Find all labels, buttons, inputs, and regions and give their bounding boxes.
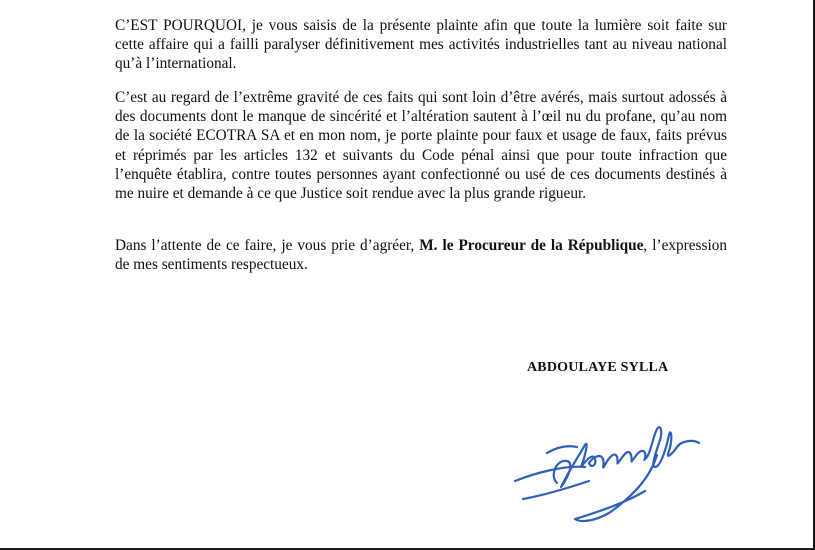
closing-text-start: Dans l’attente de ce faire, je vous prie d’agréer, (115, 237, 420, 254)
signature-stroke-letters (554, 427, 699, 487)
signer-name: ABDOULAYE SYLLA (527, 360, 669, 375)
paragraph-complaint: C’est au regard de l’extrême gravité de ces faits qui sont loin d’être avérés, mais surtout adossés à des documents dont le manque de sincérité et l’altération sautent à l’œil nu du profane, qu’au nom de la société ECOTRA SA et en mon nom, je porte plainte pour faux et usage de faux, faits prévus et réprimés par les articles 132 et suivants du Code pénal ainsi que pour toute infraction que l’enquête établira, contre toutes personnes ayant confectionné ou usé de ces documents destinés à me nuire et demande à ce que Justice soit rendue avec la plus grande rigueur. (115, 89, 727, 203)
closing-text-end: , l’expression de mes sentiments respectueux. (115, 237, 728, 274)
paragraph-closing (115, 236, 727, 274)
signature-stroke-tail (575, 455, 657, 521)
signature-stroke-lower-flourish (515, 467, 589, 499)
signature-stroke-upper-dash (547, 446, 577, 453)
paragraph-purpose: C’EST POURQUOI, je vous saisis de la présente plainte afin que toute la lumière soit faite sur cette affaire qui a failli paralyser définitivement mes activités industrielles tant au niveau national qu’à l’international. (115, 17, 727, 73)
addressee-title: M. le Procureur de la République (419, 237, 644, 254)
handwritten-signature (505, 395, 715, 530)
